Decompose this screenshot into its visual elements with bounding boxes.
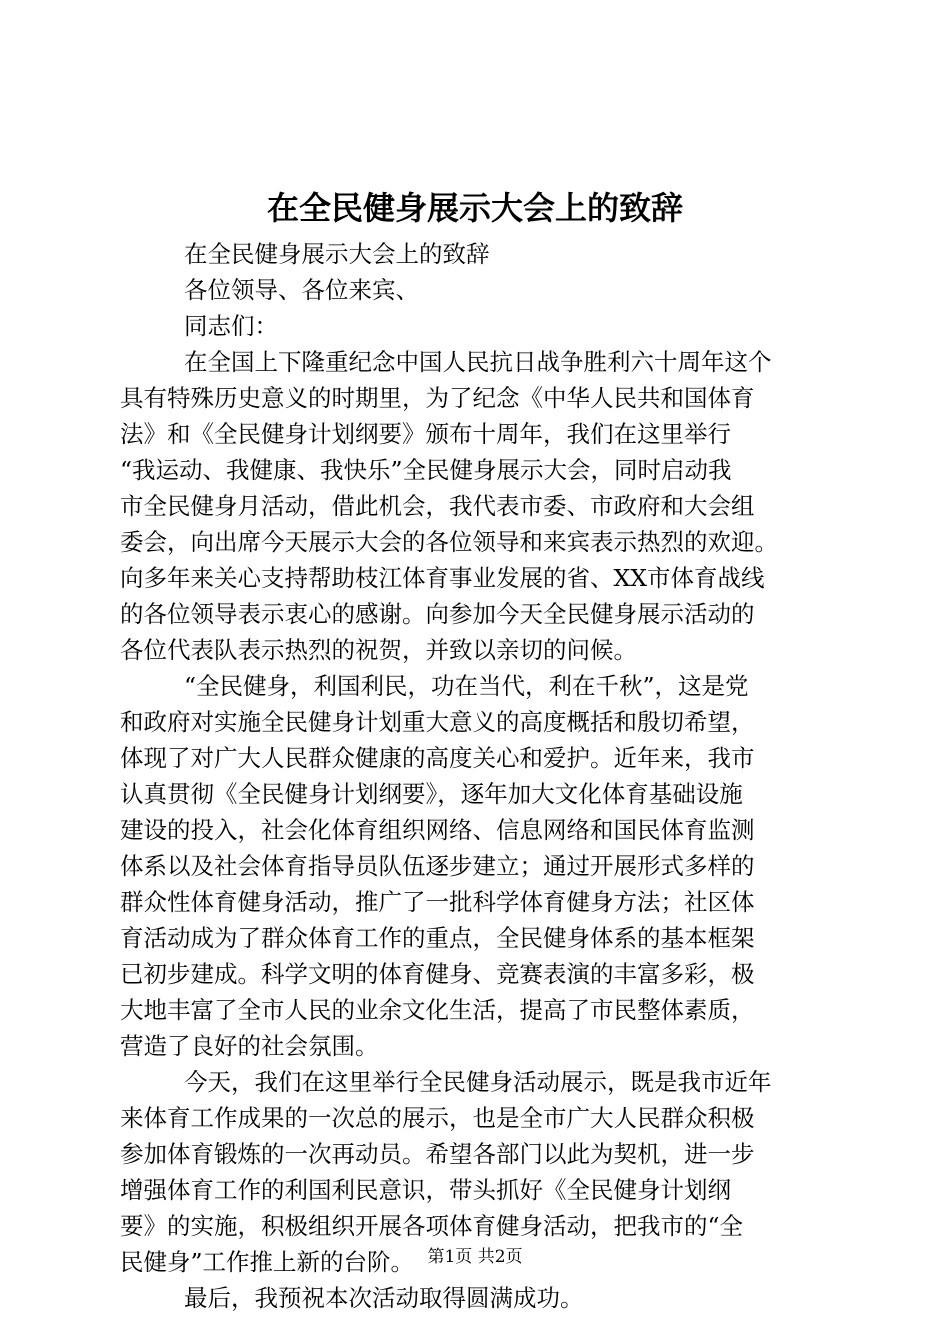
body-line: 参加体育锻炼的一次再动员。希望各部门以此为契机，进一步 xyxy=(120,1140,755,1168)
body-line: 各位领导、各位来宾、 xyxy=(184,276,419,304)
body-line: 体现了对广大人民群众健康的高度关心和爱护。近年来，我市 xyxy=(120,744,755,772)
body-line: 同志们： xyxy=(184,312,278,340)
body-line: 的各位领导表示衷心的感谢。向参加今天全民健身展示活动的 xyxy=(120,600,755,628)
body-line: 来体育工作成果的一次总的展示，也是全市广大人民群众积极 xyxy=(120,1104,755,1132)
body-line: 委会，向出席今天展示大会的各位领导和来宾表示热烈的欢迎。 xyxy=(120,528,778,556)
body-line: 育活动成为了群众体育工作的重点，全民健身体系的基本框架 xyxy=(120,924,755,952)
body-line: “全民健身，利国利民，功在当代，利在千秋”，这是党 xyxy=(184,672,749,700)
page-footer: 第1页 共2页 xyxy=(427,1247,523,1267)
body-line: 各位代表队表示热烈的祝贺，并致以亲切的问候。 xyxy=(120,636,637,664)
body-line: 建设的投入，社会化体育组织网络、信息网络和国民体育监测 xyxy=(120,816,755,844)
body-line: 增强体育工作的利国利民意识，带头抓好《全民健身计划纲 xyxy=(120,1176,731,1204)
body-line: 群众性体育健身活动，推广了一批科学体育健身方法；社区体 xyxy=(120,888,755,916)
body-line: 具有特殊历史意义的时期里，为了纪念《中华人民共和国体育 xyxy=(120,384,755,412)
body-line: 法》和《全民健身计划纲要》颁布十周年，我们在这里举行 xyxy=(120,420,731,448)
document-title: 在全民健身展示大会上的致辞 xyxy=(266,189,683,227)
body-line: 体系以及社会体育指导员队伍逐步建立；通过开展形式多样的 xyxy=(120,852,755,880)
body-line: 大地丰富了全市人民的业余文化生活，提高了市民整体素质， xyxy=(120,996,755,1024)
body-line: 要》的实施，积极组织开展各项体育健身活动，把我市的“全 xyxy=(120,1212,744,1240)
body-line: 认真贯彻《全民健身计划纲要》，逐年加大文化体育基础设施 xyxy=(120,780,743,808)
body-line: 在全国上下隆重纪念中国人民抗日战争胜利六十周年这个 xyxy=(184,348,772,376)
body-line: 市全民健身月活动，借此机会，我代表市委、市政府和大会组 xyxy=(120,492,755,520)
body-line: 向多年来关心支持帮助枝江体育事业发展的省、XX市体育战线 xyxy=(120,564,765,592)
body-line: 营造了良好的社会氛围。 xyxy=(120,1032,379,1060)
body-line: 和政府对实施全民健身计划重大意义的高度概括和殷切希望， xyxy=(120,708,755,736)
document-body xyxy=(120,236,834,1316)
body-line: 在全民健身展示大会上的致辞 xyxy=(184,240,490,268)
body-line: 今天，我们在这里举行全民健身活动展示，既是我市近年 xyxy=(184,1068,772,1096)
body-line: 已初步建成。科学文明的体育健身、竞赛表演的丰富多彩，极 xyxy=(120,960,755,988)
body-line: 民健身”工作推上新的台阶。 xyxy=(120,1248,415,1276)
body-line: 最后，我预祝本次活动取得圆满成功。 xyxy=(184,1284,584,1312)
body-line: “我运动、我健康、我快乐”全民健身展示大会，同时启动我 xyxy=(120,456,732,484)
